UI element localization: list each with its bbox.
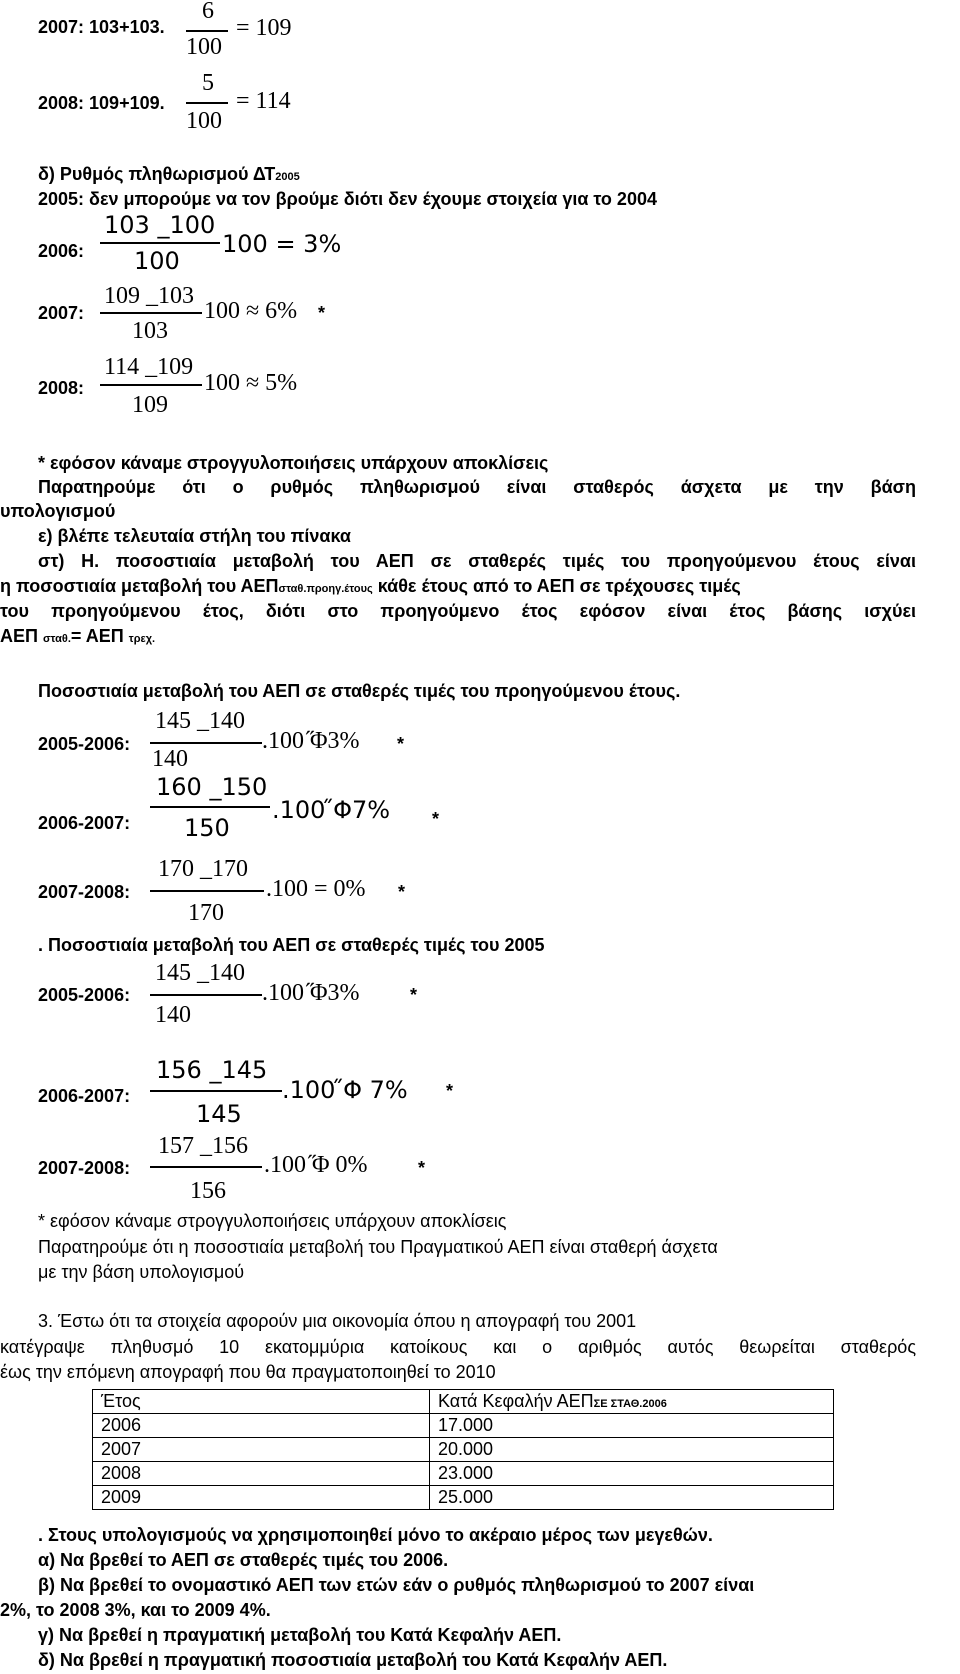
exercise-3-line: 3. Έστω ότι τα στοιχεία αφορούν μια οικονομία όπου η απογραφή του 2001 (38, 1311, 637, 1331)
fraction-bar (150, 806, 270, 808)
fraction-bar (150, 1090, 282, 1092)
rounding-asterisk: * (418, 1158, 426, 1178)
question-intro: . Στους υπολογισμούς να χρησιμοποιηθεί μόνο το ακέραιο μέρος των μεγεθών. (38, 1525, 713, 1545)
section-st-line: ΑΕΠ σταθ.= ΑΕΠ τρεχ. (0, 626, 156, 646)
prev-row2-denominator: 150 (184, 814, 230, 842)
fraction-bar (100, 384, 202, 386)
calc-2008-numerator: 5 (202, 70, 214, 96)
question-b: β) Να βρεθεί το ονομαστικό ΑΕΠ των ετών εάν ο ρυθμός πληθωρισμού το 2007 είναι (38, 1575, 755, 1595)
fraction-bar (150, 890, 264, 892)
base-row1-label: 2005-2006: (38, 985, 131, 1005)
prev-row3-numerator: 170 _170 (158, 856, 248, 882)
question-c: γ) Να βρεθεί η πραγματική μεταβολή του Κατά Κεφαλήν ΑΕΠ. (38, 1625, 562, 1645)
inflation-2007-denominator: 103 (132, 318, 168, 344)
inflation-2007-label: 2007: (38, 303, 85, 323)
inflation-2006-denominator: 100 (134, 247, 180, 275)
section-st-line: η ποσοστιαία μεταβολή του ΑΕΠσταθ.προηγ.έτους κάθε έτους από το ΑΕΠ σε τρέχουσες τιμές (0, 576, 741, 596)
rounding-asterisk: * (446, 1081, 454, 1101)
base-row2-denominator: 145 (196, 1100, 242, 1128)
header-year: Έτος (93, 1390, 430, 1414)
observation-line: Παρατηρούμε ότι η ποσοστιαία μεταβολή του Πραγματικού ΑΕΠ είναι σταθερή άσχετα (38, 1237, 718, 1257)
calc-2008-result: = 114 (236, 88, 291, 114)
calc-2007-numerator: 6 (202, 0, 214, 24)
section-e-text: ε) βλέπε τελευταία στήλη του πίνακα (38, 526, 351, 546)
calc-2008-label: 2008: 109+109. (38, 93, 165, 113)
inflation-2007-numerator: 109 _103 (104, 283, 194, 309)
fraction-bar (150, 742, 262, 744)
inflation-2006-label: 2006: (38, 241, 85, 261)
prev-row2-label: 2006-2007: (38, 813, 131, 833)
inflation-2006-result: 100 = 3% (222, 230, 342, 258)
rounding-asterisk: * (318, 303, 326, 323)
base-row3-label: 2007-2008: (38, 1158, 131, 1178)
table-row (93, 1414, 834, 1438)
prev-row3-denominator: 170 (188, 900, 224, 926)
prev-row2-numerator: 160 _150 (156, 773, 268, 801)
base-row2-result: .100 ̋Φ 7% (282, 1076, 408, 1104)
section-d-heading: δ) Ρυθμός πληθωρισμού ΔΤ2005 (38, 164, 300, 184)
base-row1-numerator: 145 _140 (155, 960, 245, 986)
inflation-2008-numerator: 114 _109 (104, 354, 194, 380)
section-d-2005: 2005: δεν μπορούμε να τον βρούμε διότι δεν έχουμε στοιχεία για το 2004 (38, 189, 657, 209)
base-row1-denominator: 140 (155, 1002, 191, 1028)
rounding-asterisk: * (398, 882, 406, 902)
inflation-2008-denominator: 109 (132, 392, 168, 418)
fraction-bar (186, 30, 228, 32)
rounding-asterisk: * (410, 985, 418, 1005)
inflation-2008-result: 100 ≈ 5% (204, 370, 298, 396)
base-2005-heading: . Ποσοστιαία μεταβολή του ΑΕΠ σε σταθερές τιμές του 2005 (38, 935, 545, 955)
prev-row3-label: 2007-2008: (38, 882, 131, 902)
base-row3-result: .100 ̋Φ 0% (264, 1152, 368, 1178)
base-row2-numerator: 156 _145 (156, 1056, 268, 1084)
cell-year: 2007 (93, 1438, 430, 1462)
rounding-note: * εφόσον κάναμε στρογγυλοποιήσεις υπάρχουν αποκλίσεις (38, 1211, 507, 1231)
observation-line: Παρατηρούμε ότι ο ρυθμός πληθωρισμού είναι σταθερός άσχετα με την βάση (38, 477, 916, 497)
cell-year: 2006 (93, 1414, 430, 1438)
gdp-per-capita-table (92, 1389, 834, 1510)
prev-row1-denominator: 140 (152, 746, 188, 772)
fraction-bar (150, 1166, 262, 1168)
prev-row1-label: 2005-2006: (38, 734, 131, 754)
base-row3-denominator: 156 (190, 1178, 226, 1204)
cell-value: 23.000 (430, 1462, 834, 1486)
base-row1-result: .100 ̋Φ3% (262, 980, 360, 1006)
exercise-3-line: κατέγραψε πληθυσμό 10 εκατομμύρια κατοίκους και ο αριθμός αυτός θεωρείται σταθερός (0, 1337, 916, 1357)
cell-value: 25.000 (430, 1486, 834, 1510)
inflation-2007-result: 100 ≈ 6% (204, 298, 298, 324)
prev-year-heading: Ποσοστιαία μεταβολή του ΑΕΠ σε σταθερές τιμές του προηγούμενου έτους. (38, 681, 681, 701)
prev-row1-numerator: 145 _140 (155, 708, 245, 734)
calc-2007-result: = 109 (236, 15, 292, 41)
fraction-bar (186, 102, 228, 104)
question-d: δ) Να βρεθεί η πραγματική ποσοστιαία μεταβολή του Κατά Κεφαλήν ΑΕΠ. (38, 1650, 668, 1670)
exercise-3-line: έως την επόμενη απογραφή που θα πραγματοποιηθεί το 2010 (0, 1362, 496, 1382)
calc-2008-denominator: 100 (186, 108, 222, 134)
calc-2007-denominator: 100 (186, 34, 222, 60)
table-row (93, 1462, 834, 1486)
inflation-2008-label: 2008: (38, 378, 85, 398)
section-st-line: του προηγούμενου έτος, διότι στο προηγούμενο έτος εφόσον είναι έτος βάσης ισχύει (0, 601, 916, 621)
question-b-cont: 2%, το 2008 3%, και το 2009 4%. (0, 1600, 271, 1620)
rounding-note: * εφόσον κάναμε στρογγυλοποιήσεις υπάρχουν αποκλίσεις (38, 453, 549, 473)
prev-row1-result: .100 ̋Φ3% (262, 728, 360, 754)
table-header-row (93, 1390, 834, 1414)
question-a: α) Να βρεθεί το ΑΕΠ σε σταθερές τιμές του 2006. (38, 1550, 449, 1570)
observation-line: με την βάση υπολογισμού (38, 1262, 245, 1282)
table-row (93, 1486, 834, 1510)
base-row3-numerator: 157 _156 (158, 1133, 248, 1159)
fraction-bar (150, 994, 262, 996)
rounding-asterisk: * (397, 734, 405, 754)
prev-row3-result: .100 = 0% (266, 876, 366, 902)
cell-value: 17.000 (430, 1414, 834, 1438)
calc-2007-label: 2007: 103+103. (38, 17, 165, 37)
observation-line: υπολογισμού (0, 501, 116, 521)
section-st-line: στ) Η. ποσοστιαία μεταβολή του ΑΕΠ σε σταθερές τιμές του προηγούμενου έτους είναι (38, 551, 916, 571)
inflation-2006-numerator: 103 _100 (104, 211, 216, 239)
prev-row2-result: .100 ̋Φ7% (272, 796, 391, 824)
fraction-bar (100, 242, 220, 244)
table-row (93, 1438, 834, 1462)
cell-year: 2008 (93, 1462, 430, 1486)
cell-year: 2009 (93, 1486, 430, 1510)
rounding-asterisk: * (432, 809, 440, 829)
base-row2-label: 2006-2007: (38, 1086, 131, 1106)
fraction-bar (100, 312, 202, 314)
header-gdp-per-capita: Κατά Κεφαλήν ΑΕΠΣΕ ΣΤΑΘ.2006 (430, 1390, 834, 1414)
cell-value: 20.000 (430, 1438, 834, 1462)
